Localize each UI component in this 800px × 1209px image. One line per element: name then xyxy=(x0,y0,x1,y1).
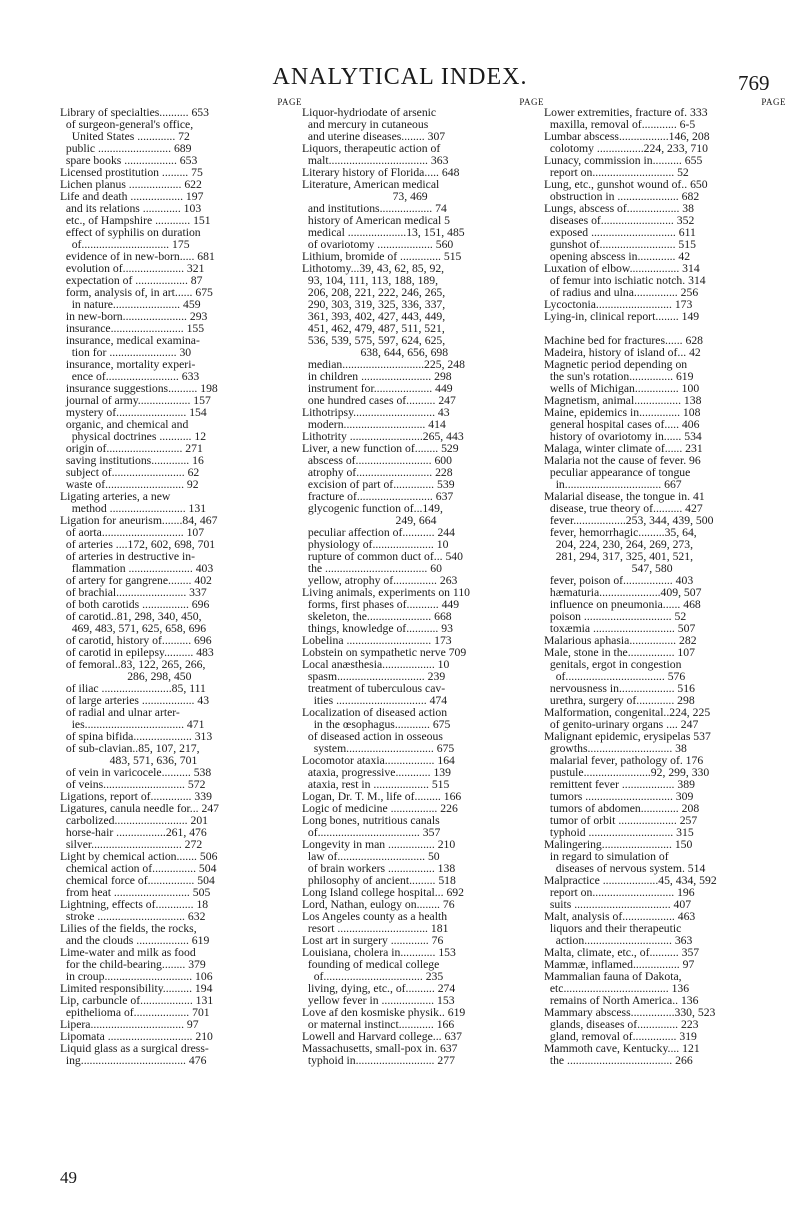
index-entry: from heat .......................... 505 xyxy=(60,886,211,899)
index-entry: malarial fever, pathology of. 176 xyxy=(544,754,704,767)
index-entry: organic, and chemical and xyxy=(60,418,189,431)
index-entry: chemical action of............... 504 xyxy=(60,862,217,875)
index-entry: Magnetic period depending on xyxy=(544,358,688,371)
index-entry: Lobstein on sympathetic nerve 709 xyxy=(302,646,467,659)
index-entry: report on............................ 196 xyxy=(544,886,695,899)
index-entry: of spina bifida.................... 313 xyxy=(60,730,213,743)
index-entry: Liquors, therapeutic action of xyxy=(302,142,441,155)
index-entry: living, dying, etc., of.......... 274 xyxy=(302,982,456,995)
index-entry: Lycoctonia.......................... 173 xyxy=(544,298,693,311)
page-number: 769 xyxy=(738,71,770,95)
index-entry: in croup.............................. 106 xyxy=(60,970,213,983)
index-entry: 73, 469 xyxy=(302,190,428,203)
index-entry: Malaria not the cause of fever. 96 xyxy=(544,454,701,467)
index-entry: and its relations ............. 103 xyxy=(60,202,202,215)
index-entry: of femoral..83, 122, 265, 266, xyxy=(60,658,206,671)
index-entry: 638, 644, 656, 698 xyxy=(302,346,449,359)
index-entry: etc.................................... 136 xyxy=(544,982,690,995)
index-entry: Literature, American medical xyxy=(302,178,440,191)
index-entry: Licensed prostitution ......... 75 xyxy=(60,166,203,179)
index-entry: ataxia, progressive............ 139 xyxy=(302,766,451,779)
index-entry: Magnetism, animal................ 138 xyxy=(544,394,702,407)
index-entry: of sub-clavian..85, 107, 217, xyxy=(60,742,200,755)
index-entry: in new-born...................... 293 xyxy=(60,310,208,323)
index-entry: Long bones, nutritious canals xyxy=(302,814,440,827)
index-entry: Malarial disease, the tongue in. 41 xyxy=(544,490,705,503)
index-entry: remittent fever .................. 389 xyxy=(544,778,695,791)
index-entry: founding of medical college xyxy=(302,958,440,971)
index-entry: 483, 571, 636, 701 xyxy=(60,754,198,767)
index-entry: flammation ...................... 403 xyxy=(60,562,214,575)
index-entry: 204, 224, 230, 264, 269, 273, xyxy=(544,538,694,551)
index-entry: the .................................... 266 xyxy=(544,1054,693,1067)
index-entry: silver............................... 272 xyxy=(60,838,203,851)
index-entry: method .......................... 131 xyxy=(60,502,207,515)
index-entry: of diseased action in osseous xyxy=(302,730,443,743)
index-entry: liquors and their therapeutic xyxy=(544,922,682,935)
index-column-left xyxy=(60,98,302,1067)
index-entry: diseases of nervous system. 514 xyxy=(544,862,706,875)
index-entry: disease, true theory of.......... 427 xyxy=(544,502,703,515)
index-entry: in children ........................ 298 xyxy=(302,370,452,383)
index-entry: tumors of abdomen............. 208 xyxy=(544,802,700,815)
index-entry: the sun's rotation............... 619 xyxy=(544,370,694,383)
index-entry: Lithotrity .........................265, 443 xyxy=(302,430,464,443)
index-entry: excision of part of.............. 539 xyxy=(302,478,455,491)
signature-mark: 49 xyxy=(60,1168,77,1187)
index-entry: Ligations, report of.............. 339 xyxy=(60,790,212,803)
index-entry: of.............................. 175 xyxy=(60,238,190,251)
index-entry: in................................. 667 xyxy=(544,478,682,491)
index-entry: stroke .............................. 632 xyxy=(60,910,206,923)
index-entry: epithelioma of................... 701 xyxy=(60,1006,210,1019)
index-entry: etc., of Hampshire ............ 151 xyxy=(60,214,211,227)
index-entry: Lung, etc., gunshot wound of.. 650 xyxy=(544,178,708,191)
index-entry: modern............................ 414 xyxy=(302,418,446,431)
index-entry: system.............................. 675 xyxy=(302,742,455,755)
index-entry: of.................................. 235 xyxy=(302,970,444,983)
index-entry: in the œsophagus............ 675 xyxy=(302,718,451,731)
index-entry: Massachusetts, small-pox in. 637 xyxy=(302,1042,458,1055)
index-entry: opening abscess in............. 42 xyxy=(544,250,691,263)
page-column-label: PAGE xyxy=(277,97,302,107)
index-entry: of ovariotomy ................... 560 xyxy=(302,238,454,251)
index-entry: Liquid glass as a surgical dress- xyxy=(60,1042,209,1055)
index-entry: Lithotomy...39, 43, 62, 85, 92, xyxy=(302,262,445,275)
index-entry: Lip, carbuncle of.................. 131 xyxy=(60,994,214,1007)
index-entry: Malignant epidemic, erysipelas 537 xyxy=(544,730,711,743)
index-entry: obstruction in ..................... 682 xyxy=(544,190,700,203)
index-entry: Literary history of Florida..... 648 xyxy=(302,166,460,179)
index-entry: Lunacy, commission in.......... 655 xyxy=(544,154,703,167)
entry-list xyxy=(302,107,544,1067)
index-entry: of carotid..81, 298, 340, 450, xyxy=(60,610,202,623)
index-entry: tumor of orbit .................... 257 xyxy=(544,814,698,827)
index-entry: Malformation, congenital..224, 225 xyxy=(544,706,711,719)
index-entry: public ......................... 689 xyxy=(60,142,192,155)
index-entry: influence on pneumonia...... 468 xyxy=(544,598,701,611)
index-entry: typhoid ............................. 315 xyxy=(544,826,694,839)
index-entry: Locomotor ataxia................. 164 xyxy=(302,754,455,767)
index-entry: fracture of.......................... 637 xyxy=(302,490,454,503)
index-entry: Luxation of elbow................. 314 xyxy=(544,262,700,275)
index-entry: of iliac ........................85, 111 xyxy=(60,682,206,695)
index-entry: of surgeon-general's office, xyxy=(60,118,194,131)
index-entry: United States ............. 72 xyxy=(60,130,190,143)
index-entry: Lying-in, clinical report........ 149 xyxy=(544,310,700,323)
index-entry: Maine, epidemics in.............. 108 xyxy=(544,406,701,419)
index-entry: history of ovariotomy in...... 534 xyxy=(544,430,702,443)
index-entry: Logan, Dr. T. M., life of......... 166 xyxy=(302,790,462,803)
index-entry: Localization of diseased action xyxy=(302,706,448,719)
index-entry: insurance, medical examina- xyxy=(60,334,200,347)
index-column-middle xyxy=(302,98,544,1067)
index-entry: yellow, atrophy of............... 263 xyxy=(302,574,458,587)
index-entry: of carotid in epilepsy.......... 483 xyxy=(60,646,214,659)
index-entry: suits ................................. 407 xyxy=(544,898,692,911)
index-entry: saving institutions............. 16 xyxy=(60,454,204,467)
index-entry: of artery for gangrene........ 402 xyxy=(60,574,212,587)
index-entry: Lumbar abscess.................146, 208 xyxy=(544,130,710,143)
index-entry: expectation of .................. 87 xyxy=(60,274,203,287)
index-entry: ities ............................... 474 xyxy=(302,694,448,707)
index-entry: insurance suggestions.......... 198 xyxy=(60,382,218,395)
index-entry: of brain workers ................ 138 xyxy=(302,862,456,875)
index-entry: resort ............................... 181 xyxy=(302,922,449,935)
index-entry: one hundred cases of.......... 247 xyxy=(302,394,456,407)
index-entry: 286, 298, 450 xyxy=(60,670,192,683)
index-entry: of arteries ....172, 602, 698, 701 xyxy=(60,538,216,551)
index-entry: 249, 664 xyxy=(302,514,437,527)
index-entry: physical doctrines ........... 12 xyxy=(60,430,207,443)
index-entry: forms, first phases of........... 449 xyxy=(302,598,460,611)
index-entry: skeleton, the...................... 668 xyxy=(302,610,452,623)
index-entry: Lord, Nathan, eulogy on........ 76 xyxy=(302,898,455,911)
index-entry: fever, poison of................. 403 xyxy=(544,574,694,587)
index-entry: Machine bed for fractures...... 628 xyxy=(544,334,704,347)
index-entry: history of American medical 5 xyxy=(302,214,450,227)
index-entry: 547, 580 xyxy=(544,562,673,575)
index-entry: effect of syphilis on duration xyxy=(60,226,201,239)
index-entry: and the clouds .................. 619 xyxy=(60,934,210,947)
index-entry: Lowell and Harvard college... 637 xyxy=(302,1030,462,1043)
index-entry: spare books .................. 653 xyxy=(60,154,198,167)
index-entry: Logic of medicine ................ 226 xyxy=(302,802,458,815)
index-entry: and institutions.................. 74 xyxy=(302,202,447,215)
index-entry: of radial and ulnar arter- xyxy=(60,706,180,719)
index-entry: of genito-urinary organs .... 247 xyxy=(544,718,699,731)
page-column-label: PAGE xyxy=(519,97,544,107)
index-entry: genitals, ergot in congestion xyxy=(544,658,682,671)
index-entry: in regard to simulation of xyxy=(544,850,669,863)
index-entry: ataxia, rest in ................... 515 xyxy=(302,778,450,791)
index-entry: rupture of common duct of... 540 xyxy=(302,550,463,563)
index-entry: Lithotripsy............................ 43 xyxy=(302,406,450,419)
index-entry: Mammæ, inflamed................ 97 xyxy=(544,958,695,971)
index-entry: pustule.......................92, 299, 330 xyxy=(544,766,710,779)
index-entry: ies.................................. 471 xyxy=(60,718,205,731)
index-entry: things, knowledge of........... 93 xyxy=(302,622,453,635)
index-entry: Mammoth cave, Kentucky.... 121 xyxy=(544,1042,700,1055)
index-entry: maxilla, removal of............ 6-5 xyxy=(544,118,696,131)
index-entry: law of.............................. 50 xyxy=(302,850,440,863)
index-entry: insurance, mortality experi- xyxy=(60,358,196,371)
index-entry: fever, hemorrhagic.........35, 64, xyxy=(544,526,697,539)
index-entry: Liver, a new function of........ 529 xyxy=(302,442,459,455)
index-entry: Lungs, abscess of.................. 38 xyxy=(544,202,694,215)
index-entry: of................................... 357 xyxy=(302,826,441,839)
index-entry: Ligation for aneurism.......84, 467 xyxy=(60,514,218,527)
index-entry: of vein in varicocele.......... 538 xyxy=(60,766,212,779)
index-entry: Lipomata ............................. 210 xyxy=(60,1030,213,1043)
index-entry: 281, 294, 317, 325, 401, 521, xyxy=(544,550,694,563)
index-entry: Living animals, experiments on 110 xyxy=(302,586,471,599)
index-entry: Madeira, history of island of... 42 xyxy=(544,346,701,359)
index-entry: Lightning, effects of............. 18 xyxy=(60,898,209,911)
index-entry: exposed ............................. 611 xyxy=(544,226,696,239)
index-entry: typhoid in........................... 277 xyxy=(302,1054,455,1067)
index-entry: Lime-water and milk as food xyxy=(60,946,196,959)
entry-list xyxy=(60,107,302,1067)
index-entry: gland, removal of............... 319 xyxy=(544,1030,697,1043)
index-entry: medical ....................13, 151, 485 xyxy=(302,226,465,239)
index-entry: for the child-bearing........ 379 xyxy=(60,958,206,971)
index-entry: of aorta............................ 107 xyxy=(60,526,205,539)
index-entry: subject of......................... 62 xyxy=(60,466,200,479)
index-entry: spasm.............................. 239 xyxy=(302,670,446,683)
index-entry: diseases of......................... 352 xyxy=(544,214,695,227)
index-entry: of.................................. 576 xyxy=(544,670,686,683)
index-entry: Limited responsibility.......... 194 xyxy=(60,982,213,995)
index-entry: Lithium, bromide of .............. 515 xyxy=(302,250,462,263)
index-entry: tion for ....................... 30 xyxy=(60,346,192,359)
index-entry: glycogenic function of...149, xyxy=(302,502,443,515)
index-entry: peculiar affection of........... 244 xyxy=(302,526,455,539)
index-entry: Long Island college hospital... 692 xyxy=(302,886,464,899)
index-entry: malt.................................. 363 xyxy=(302,154,449,167)
index-entry: and mercury in cutaneous xyxy=(302,118,429,131)
index-entry: Local anæsthesia.................. 10 xyxy=(302,658,450,671)
index-entry: Mammalian fauna of Dakota, xyxy=(544,970,682,983)
index-entry: Lilies of the fields, the rocks, xyxy=(60,922,197,935)
index-entry: growths............................. 38 xyxy=(544,742,687,755)
index-entry: Malta, climate, etc., of.......... 357 xyxy=(544,946,700,959)
index-entry: wells of Michigan............... 100 xyxy=(544,382,700,395)
index-entry: colotomy ................224, 233, 710 xyxy=(544,142,708,155)
index-entry: Los Angeles county as a health xyxy=(302,910,448,923)
index-column-right xyxy=(544,98,786,1067)
index-entry: Lipera................................ 97 xyxy=(60,1018,199,1031)
index-entry: peculiar appearance of tongue xyxy=(544,466,691,479)
index-entry: of carotid, history of.......... 696 xyxy=(60,634,212,647)
index-entry: of arteries in destructive in- xyxy=(60,550,196,563)
index-entry: Ligatures, canula needle for... 247 xyxy=(60,802,220,815)
index-entry: urethra, surgery of............. 298 xyxy=(544,694,695,707)
index-entry: glands, diseases of.............. 223 xyxy=(544,1018,699,1031)
index-entry: Malarious aphasia................ 282 xyxy=(544,634,697,647)
index-entry: Louisiana, cholera in............ 153 xyxy=(302,946,456,959)
index-entry: Malingering........................ 150 xyxy=(544,838,693,851)
page-title: ANALYTICAL INDEX. xyxy=(272,64,528,90)
index-entry: of brachial........................ 337 xyxy=(60,586,207,599)
index-entry: Life and death .................. 197 xyxy=(60,190,204,203)
index-entry: tumors .............................. 309 xyxy=(544,790,694,803)
index-entry: 451, 462, 479, 487, 511, 521, xyxy=(302,322,445,335)
index-entry: nervousness in................... 516 xyxy=(544,682,695,695)
index-entry: ence of......................... 633 xyxy=(60,370,200,383)
index-entry: 93, 104, 111, 113, 188, 189, xyxy=(302,274,439,287)
index-entry: 206, 208, 221, 222, 246, 265, xyxy=(302,286,446,299)
index-entry: or maternal instinct............ 166 xyxy=(302,1018,455,1031)
index-entry: Ligating arteries, a new xyxy=(60,490,171,503)
index-entry: of veins............................ 572 xyxy=(60,778,206,791)
index-entry: report on............................ 52 xyxy=(544,166,689,179)
index-entry: of both carotids ................ 696 xyxy=(60,598,210,611)
index-entry: median............................225, 248 xyxy=(302,358,465,371)
index-entry: Malaga, winter climate of...... 231 xyxy=(544,442,703,455)
entry-list xyxy=(544,107,786,1067)
index-entry: instrument for.................... 449 xyxy=(302,382,453,395)
index-entry: origin of.......................... 271 xyxy=(60,442,203,455)
index-entry: Love af den kosmiske physik.. 619 xyxy=(302,1006,466,1019)
index-entry: fever..................253, 344, 439, 500 xyxy=(544,514,714,527)
index-entry: Library of specialties.......... 653 xyxy=(60,106,209,119)
index-entry: treatment of tuberculous cav- xyxy=(302,682,446,695)
index-entry: toxæmia ............................ 507 xyxy=(544,622,696,635)
index-entry: general hospital cases of..... 406 xyxy=(544,418,700,431)
index-entry: Lost art in surgery ............. 76 xyxy=(302,934,444,947)
index-entry: Light by chemical action....... 506 xyxy=(60,850,218,863)
index-entry: evidence of in new-born..... 681 xyxy=(60,250,215,263)
index-entry: mystery of........................ 154 xyxy=(60,406,207,419)
index-entry: ing.................................... 476 xyxy=(60,1054,207,1067)
index-entry: 536, 539, 575, 597, 624, 625, xyxy=(302,334,446,347)
index-entry: 361, 393, 402, 427, 443, 449, xyxy=(302,310,446,323)
index-entry: Malt, analysis of.................. 463 xyxy=(544,910,696,923)
index-entry: chemical force of................ 504 xyxy=(60,874,215,887)
index-entry: of femur into ischiatic notch. 314 xyxy=(544,274,706,287)
index-entry: horse-hair .................261, 476 xyxy=(60,826,207,839)
index-entry: carbolized......................... 201 xyxy=(60,814,209,827)
index-entry: remains of North America.. 136 xyxy=(544,994,699,1007)
index-entry: hæmaturia.....................409, 507 xyxy=(544,586,702,599)
index-entry: Lower extremities, fracture of. 333 xyxy=(544,106,708,119)
index-entry: journal of army.................. 157 xyxy=(60,394,211,407)
index-entry: of radius and ulna............... 256 xyxy=(544,286,699,299)
index-entry: Malpractice ...................45, 434, 592 xyxy=(544,874,717,887)
page-column-label: PAGE xyxy=(761,97,786,107)
index-entry: poison .............................. 52 xyxy=(544,610,687,623)
index-entry: philosophy of ancient......... 518 xyxy=(302,874,456,887)
index-entry: Lobelina ............................. 173 xyxy=(302,634,452,647)
index-entry: Longevity in man ................ 210 xyxy=(302,838,456,851)
index-entry: gunshot of.......................... 515 xyxy=(544,238,696,251)
index-entry: Liquor-hydriodate of arsenic xyxy=(302,106,437,119)
index-entry: Mammary abscess...............330, 523 xyxy=(544,1006,716,1019)
index-entry: form, analysis of, in art...... 675 xyxy=(60,286,213,299)
index-entry: yellow fever in .................. 153 xyxy=(302,994,455,1007)
index-entry: Male, stone in the................ 107 xyxy=(544,646,695,659)
index-entry: in nature....................... 459 xyxy=(60,298,201,311)
index-entry: of large arteries .................. 43 xyxy=(60,694,210,707)
index-entry: waste of........................... 92 xyxy=(60,478,199,491)
index-entry: insurance......................... 155 xyxy=(60,322,205,335)
index-entry: Lichen planus .................. 622 xyxy=(60,178,202,191)
index-entry: atrophy of.......................... 228 xyxy=(302,466,453,479)
index-entry: action.............................. 363 xyxy=(544,934,693,947)
index-entry: and uterine diseases........ 307 xyxy=(302,130,446,143)
index-entry: evolution of..................... 321 xyxy=(60,262,205,275)
index-entry: 469, 483, 571, 625, 658, 696 xyxy=(60,622,207,635)
index-entry: abscess of.......................... 600 xyxy=(302,454,452,467)
index-entry: the ................................... 60 xyxy=(302,562,442,575)
index-entry: 290, 303, 319, 325, 336, 337, xyxy=(302,298,446,311)
index-entry: physiology of..................... 10 xyxy=(302,538,449,551)
